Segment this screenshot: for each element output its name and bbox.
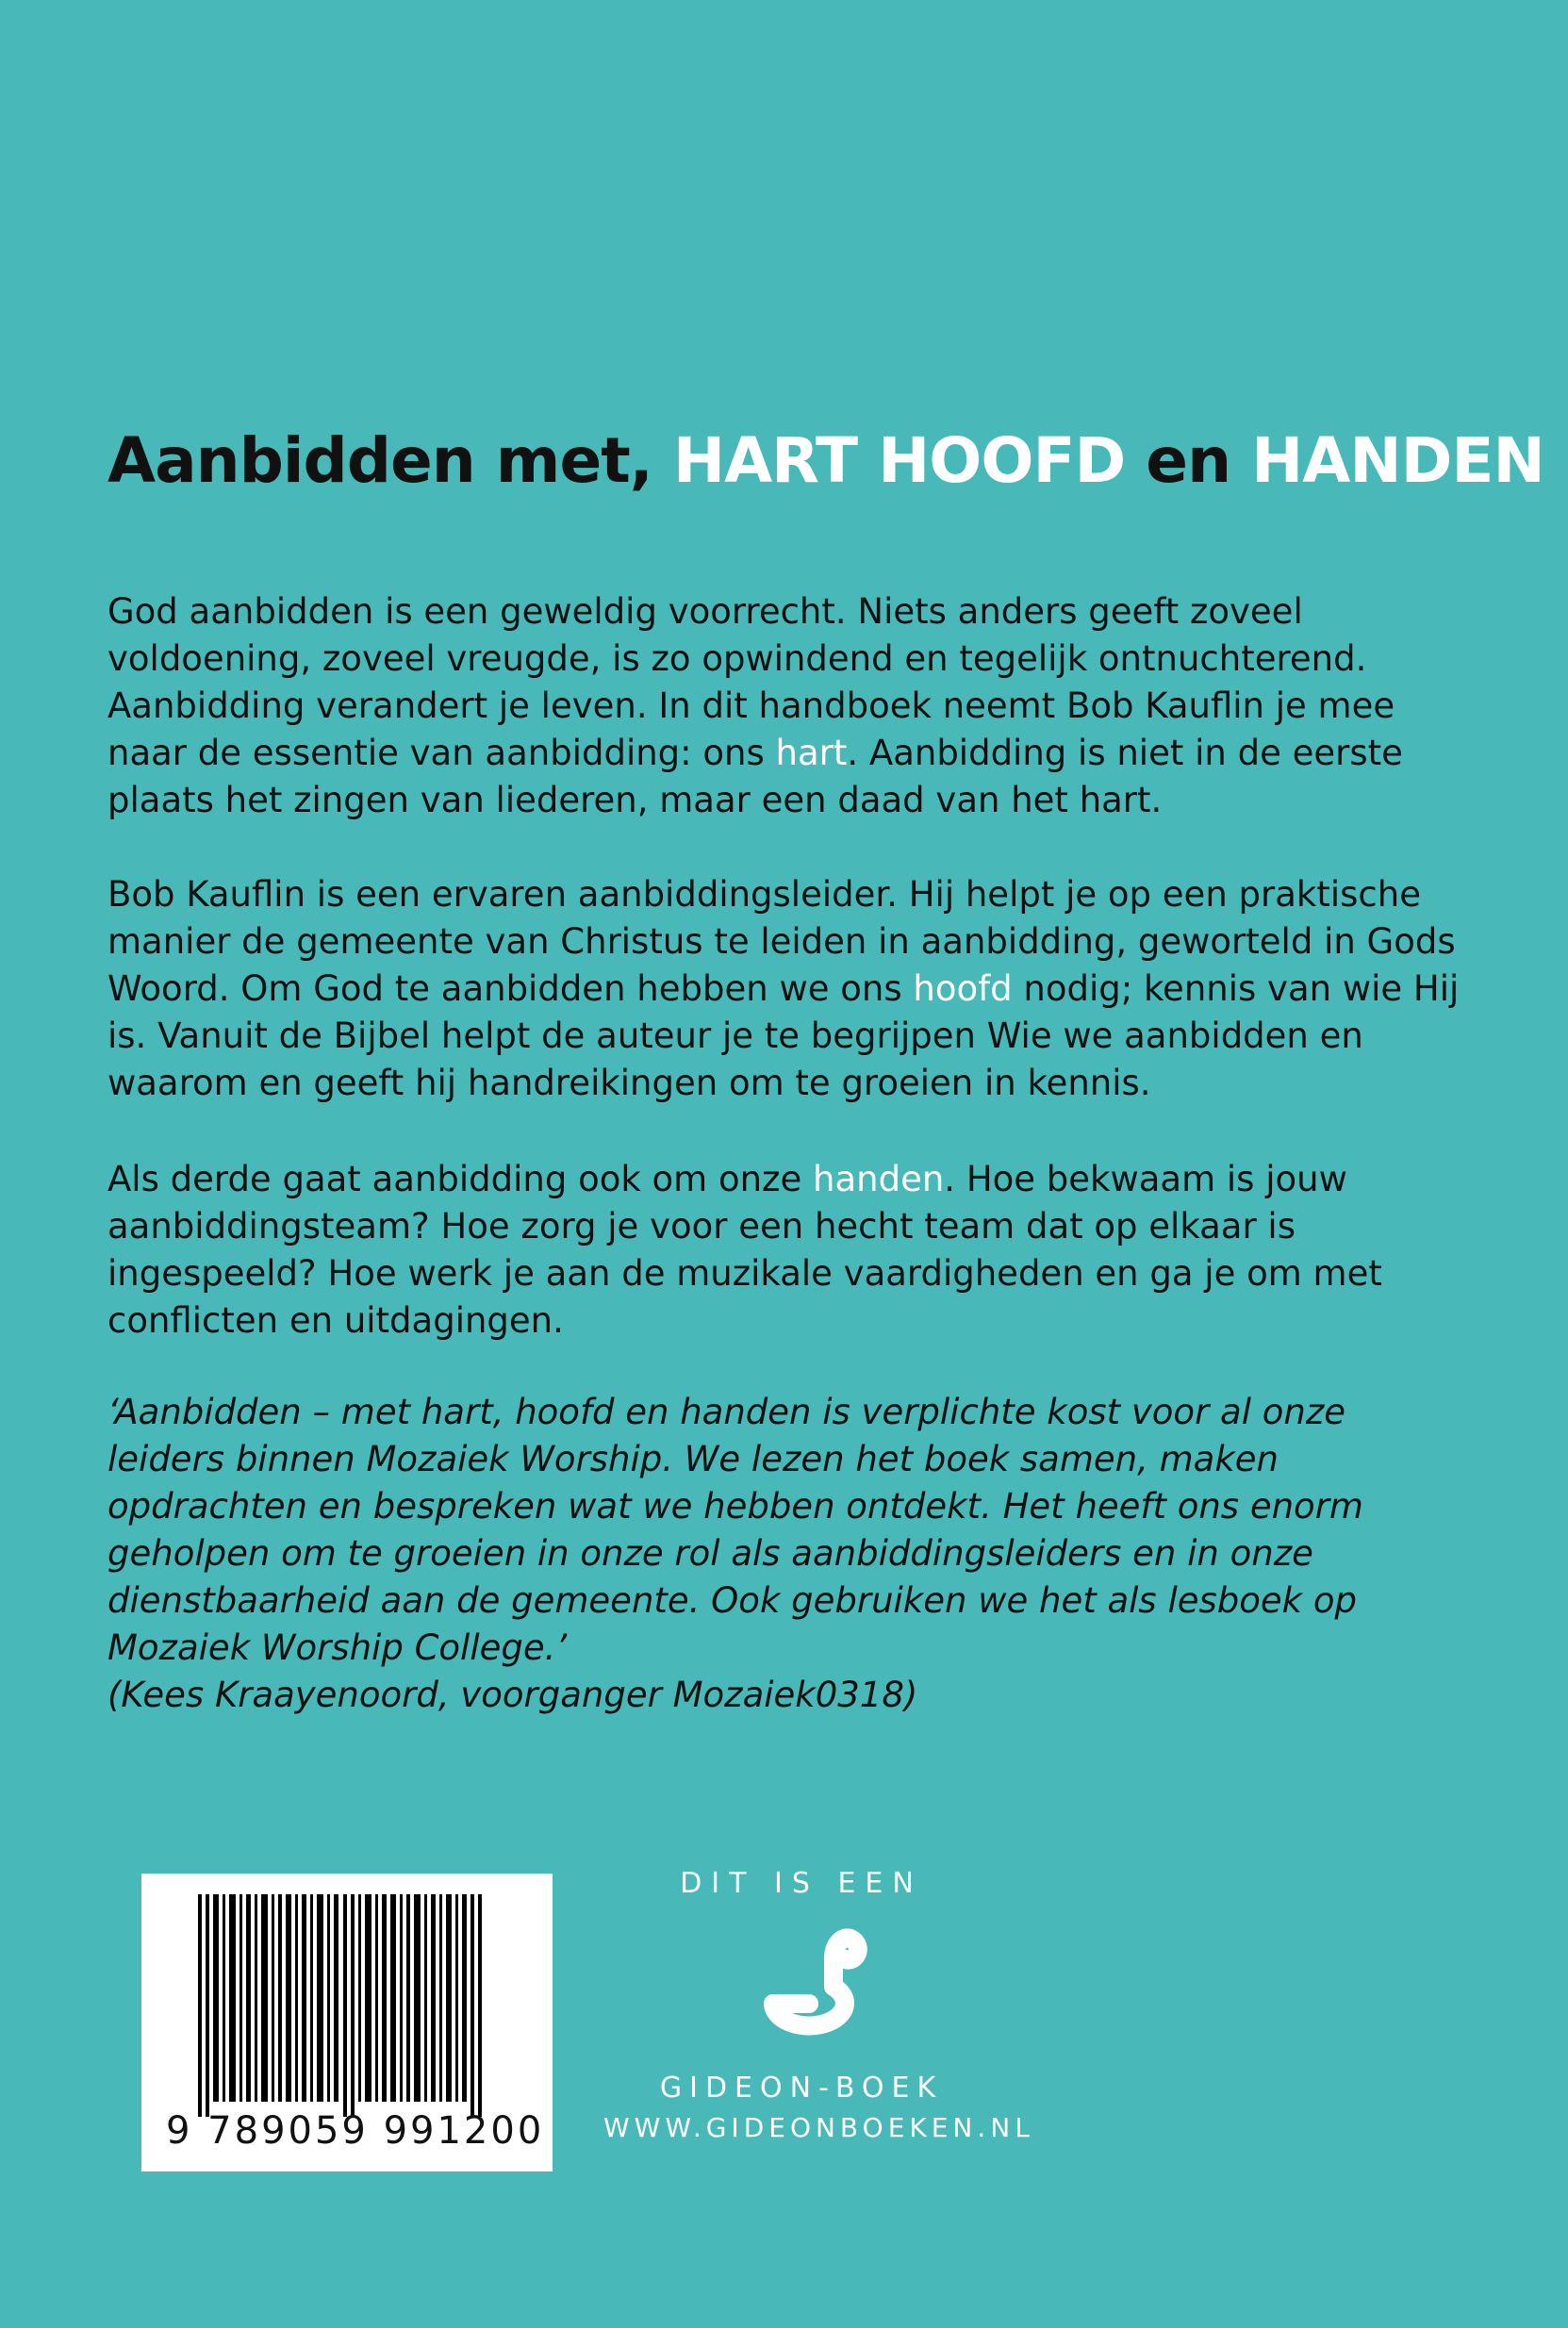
highlight-handen: handen: [813, 1159, 945, 1199]
publisher-tagline: DIT IS EEN: [680, 1867, 923, 1900]
quote-text: ‘Aanbidden – met hart, hoofd en handen is verplichte kost voor al onze leiders binnen Mozaiek Worship. We lezen het boek samen, maken opdrachten en bespreken wat we hebben ontdekt. Het heeft ons enorm geholpen om te groeien in onze rol als aanbiddingsleiders en in onze dienstbaarheid aan de gemeente. Ook gebruiken we het als lesboek op Mozaiek Worship College.’: [107, 1392, 1363, 1668]
isbn-number: 9 789059 991200: [166, 2109, 545, 2153]
paragraph-text: God aanbidden is een geweldig voorrecht. Niets anders geeft zoveel voldoening, zoveel vreugde, is zo opwindend en tegelijk ontnuchterend. Aanbidding verandert je leven. In dit handboek neemt Bob Kauflin je mee naar de essentie van aanbidding: ons: [107, 591, 1395, 773]
isbn-barcode: [141, 1874, 553, 2171]
publisher-block: [603, 1867, 1034, 2143]
endorsement-quote: [107, 1389, 1465, 1719]
paragraph-text: . Aanbidding is niet in de eerste plaats het zingen van liederen, maar een daad van het hart.: [107, 733, 1403, 820]
quote-attribution: (Kees Kraayenoord, voorganger Mozaiek0318): [107, 1675, 918, 1715]
highlight-hoofd: hoofd: [913, 968, 1013, 1009]
paragraph-hoofd: [107, 871, 1465, 1107]
publisher-url[interactable]: WWW.GIDEONBOEKEN.NL: [603, 2112, 1034, 2143]
publisher-name: GIDEON-BOEK: [659, 2072, 944, 2105]
paragraph-text: . Hoe bekwaam is jouw aanbiddingsteam? Hoe zorg je voor een hecht team dat op elkaar is ingespeeld? Hoe werk je aan de muzikale vaardigheden en ga je om met conflicten en uitdagingen.: [107, 1159, 1382, 1341]
paragraph-handen: [107, 1156, 1465, 1345]
gideon-logo-icon: [735, 1921, 867, 2062]
highlight-hart: hart: [775, 733, 848, 773]
paragraph-text: Bob Kauflin is een ervaren aanbiddingsleider. Hij helpt je op een praktische manier de gemeente van Christus te leiden in aanbidding, geworteld in Gods Woord. Om God te aanbidden hebben we ons: [107, 874, 1456, 1009]
paragraph-text: nodig; kennis van wie Hij is. Vanuit de Bijbel helpt de auteur je te begrijpen Wie we aanbidden en waarom en geeft hij handreikingen om te groeien in kennis.: [107, 968, 1460, 1103]
title-handen: HANDEN: [1251, 424, 1544, 497]
book-title: [107, 424, 1544, 497]
paragraph-text: Als derde gaat aanbidding ook om onze: [107, 1159, 814, 1199]
paragraph-hart: [107, 588, 1465, 824]
title-part-1: Aanbidden met,: [107, 424, 673, 497]
title-en: en: [1125, 424, 1252, 497]
title-hart-hoofd: HART HOOFD: [672, 424, 1126, 497]
